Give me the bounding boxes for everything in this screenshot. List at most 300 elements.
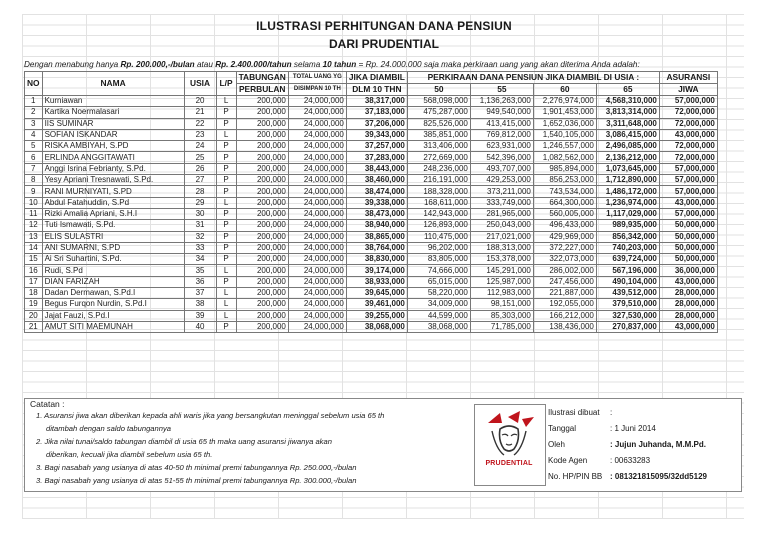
cell-usia-65: 1,117,029,000 [596,208,659,219]
cell-nama: ELIS SULASTRI [42,231,184,242]
header-jika-diambil: JIKA DIAMBIL [346,72,407,84]
cell-asuransi: 72,000,000 [659,107,717,118]
cell-usia-50: 475,287,000 [407,107,470,118]
cell-usia-60: 856,253,000 [533,175,596,186]
cell-usia-60: 372,227,000 [533,242,596,253]
cell-usia-50: 96,202,000 [407,242,470,253]
cell-usia: 32 [184,231,216,242]
cell-tabungan: 200,000 [236,220,288,231]
cell-usia-55: 429,253,000 [470,175,533,186]
cell-usia-60: 1,082,562,000 [533,152,596,163]
table-row [25,107,718,118]
cell-usia-55: 98,151,000 [470,299,533,310]
cell-nama: Ai Sri Suhartini, S.Pd. [42,254,184,265]
cell-usia-55: 413,415,000 [470,118,533,129]
cell-usia-55: 145,291,000 [470,265,533,276]
cell-jika-diambil: 39,343,000 [346,129,407,140]
cell-no: 3 [25,118,43,129]
cell-usia: 24 [184,141,216,152]
cell-asuransi: 28,000,000 [659,288,717,299]
cell-usia-50: 38,068,000 [407,321,470,332]
info-contact [548,472,707,481]
cell-usia-65: 490,104,000 [596,276,659,287]
info-value: : 081321815095/32dd5129 [610,472,707,481]
cell-asuransi: 43,000,000 [659,197,717,208]
cell-usia-55: 1,136,263,000 [470,96,533,107]
logo-wordmark: PRUDENTIAL [485,460,533,467]
cell-no: 5 [25,141,43,152]
cell-jika-diambil: 37,183,000 [346,107,407,118]
cell-usia-65: 639,724,000 [596,254,659,265]
cell-tabungan: 200,000 [236,208,288,219]
cell-lp: L [216,129,236,140]
cell-no: 17 [25,276,43,287]
header-usia-50: 50 [407,84,470,96]
cell-asuransi: 28,000,000 [659,310,717,321]
cell-usia-50: 44,599,000 [407,310,470,321]
cell-lp: P [216,186,236,197]
cell-no: 4 [25,129,43,140]
cell-total: 24,000,000 [288,118,346,129]
cell-usia-65: 1,073,645,000 [596,163,659,174]
cell-usia-60: 1,540,105,000 [533,129,596,140]
cell-usia: 30 [184,208,216,219]
cell-no: 20 [25,310,43,321]
cell-usia-60: 138,436,000 [533,321,596,332]
cell-usia: 27 [184,175,216,186]
cell-tabungan: 200,000 [236,231,288,242]
cell-usia: 31 [184,220,216,231]
cell-tabungan: 200,000 [236,96,288,107]
cell-no: 18 [25,288,43,299]
cell-jika-diambil: 37,206,000 [346,118,407,129]
cell-usia-65: 439,512,000 [596,288,659,299]
cell-total: 24,000,000 [288,299,346,310]
cell-usia-65: 270,837,000 [596,321,659,332]
cell-usia-60: 1,246,557,000 [533,141,596,152]
cell-usia-60: 286,002,000 [533,265,596,276]
cell-nama: Kurniawan [42,96,184,107]
cell-jika-diambil: 38,940,000 [346,220,407,231]
cell-usia-65: 379,510,000 [596,299,659,310]
table-row [25,197,718,208]
cell-lp: P [216,208,236,219]
cell-tabungan: 200,000 [236,254,288,265]
table-row [25,276,718,287]
cell-total: 24,000,000 [288,175,346,186]
cell-nama: Anggi Isrina Febrianty, S.Pd. [42,163,184,174]
cell-usia-50: 110,475,000 [407,231,470,242]
note-3b: 3. Bagi nasabah yang usianya di atas 51-55 th minimal premi tabungannya Rp. 300.000,-/bulan [36,476,357,485]
cell-lp: L [216,96,236,107]
header-disimpan: DISIMPAN 10 TH [288,84,346,96]
cell-total: 24,000,000 [288,186,346,197]
cell-tabungan: 200,000 [236,288,288,299]
cell-lp: P [216,321,236,332]
cell-total: 24,000,000 [288,242,346,253]
info-tanggal [548,424,656,433]
cell-usia: 29 [184,197,216,208]
header-lp: L/P [216,72,236,96]
cell-usia: 26 [184,163,216,174]
cell-usia-65: 989,935,000 [596,220,659,231]
cell-asuransi: 72,000,000 [659,118,717,129]
cell-total: 24,000,000 [288,129,346,140]
cell-jika-diambil: 38,830,000 [346,254,407,265]
cell-jika-diambil: 39,338,000 [346,197,407,208]
cell-jika-diambil: 38,068,000 [346,321,407,332]
table-row [25,163,718,174]
cell-usia-65: 4,568,310,000 [596,96,659,107]
cell-usia-55: 71,785,000 [470,321,533,332]
cell-total: 24,000,000 [288,197,346,208]
cell-usia-50: 58,220,000 [407,288,470,299]
cell-jika-diambil: 39,461,000 [346,299,407,310]
cell-nama: RANI MURNIYATI, S.PD [42,186,184,197]
cell-usia-60: 496,433,000 [533,220,596,231]
cell-total: 24,000,000 [288,163,346,174]
cell-lp: P [216,175,236,186]
cell-nama: ANI SUMARNI, S.PD [42,242,184,253]
cell-lp: P [216,107,236,118]
cell-nama: SOFIAN ISKANDAR [42,129,184,140]
cell-no: 13 [25,231,43,242]
cell-jika-diambil: 39,255,000 [346,310,407,321]
header-usia-55: 55 [470,84,533,96]
cell-asuransi: 50,000,000 [659,220,717,231]
intro-part: = Rp. 24.000.000 saja maka perkiraan uang yang akan diterima Anda adalah: [356,60,640,69]
cell-usia-55: 542,396,000 [470,152,533,163]
cell-usia-65: 2,496,085,000 [596,141,659,152]
cell-tabungan: 200,000 [236,118,288,129]
cell-usia-55: 217,021,000 [470,231,533,242]
cell-asuransi: 50,000,000 [659,231,717,242]
cell-usia-60: 192,055,000 [533,299,596,310]
cell-nama: Abdul Fatahuddin, S.Pd [42,197,184,208]
cell-total: 24,000,000 [288,107,346,118]
cell-usia-60: 560,005,000 [533,208,596,219]
header-usia: USIA [184,72,216,96]
cell-tabungan: 200,000 [236,299,288,310]
table-row [25,321,718,332]
info-value: : 1 Juni 2014 [610,424,656,433]
header-usia-65: 65 [596,84,659,96]
table-row [25,208,718,219]
cell-usia-65: 1,236,974,000 [596,197,659,208]
info-value: : Jujun Juhanda, M.M.Pd. [610,440,706,449]
cell-tabungan: 200,000 [236,321,288,332]
cell-total: 24,000,000 [288,276,346,287]
cell-asuransi: 72,000,000 [659,141,717,152]
cell-total: 24,000,000 [288,220,346,231]
cell-tabungan: 200,000 [236,163,288,174]
cell-no: 1 [25,96,43,107]
cell-usia-50: 313,406,000 [407,141,470,152]
cell-nama: Jajat Fauzi, S.Pd.I [42,310,184,321]
cell-usia: 22 [184,118,216,129]
cell-total: 24,000,000 [288,141,346,152]
cell-usia-65: 3,311,648,000 [596,118,659,129]
header-no: NO [25,72,43,96]
header-total: TOTAL UANG YG [288,72,346,84]
cell-tabungan: 200,000 [236,242,288,253]
cell-jika-diambil: 38,460,000 [346,175,407,186]
cell-nama: Yesy Apriani Tresnawati, S.Pd. [42,175,184,186]
table-row [25,186,718,197]
intro-duration: 10 tahun [322,60,357,69]
cell-no: 15 [25,254,43,265]
cell-nama: Tuti Ismawati, S.Pd. [42,220,184,231]
cell-nama: Rudi, S.Pd [42,265,184,276]
cell-total: 24,000,000 [288,208,346,219]
cell-no: 14 [25,242,43,253]
cell-usia-65: 1,712,890,000 [596,175,659,186]
cell-no: 6 [25,152,43,163]
cell-no: 12 [25,220,43,231]
cell-nama: RISKA AMBIYAH, S.PD [42,141,184,152]
cell-jika-diambil: 38,474,000 [346,186,407,197]
cell-lp: L [216,288,236,299]
cell-total: 24,000,000 [288,231,346,242]
header-dlm-10-thn: DLM 10 THN [346,84,407,96]
cell-asuransi: 57,000,000 [659,208,717,219]
cell-usia-55: 333,749,000 [470,197,533,208]
cell-usia: 36 [184,276,216,287]
cell-usia-65: 3,086,415,000 [596,129,659,140]
cell-tabungan: 200,000 [236,265,288,276]
cell-usia: 21 [184,107,216,118]
cell-usia-65: 740,203,000 [596,242,659,253]
cell-jika-diambil: 39,645,000 [346,288,407,299]
cell-asuransi: 72,000,000 [659,152,717,163]
cell-jika-diambil: 38,865,000 [346,231,407,242]
title-line-2: DARI PRUDENTIAL [329,37,439,51]
cell-no: 11 [25,208,43,219]
table-row [25,231,718,242]
header-jiwa: JIWA [659,84,717,96]
cell-nama: Begus Furqon Nurdin, S.Pd.I [42,299,184,310]
header-perbulan: PERBULAN [236,84,288,96]
cell-asuransi: 57,000,000 [659,163,717,174]
cell-usia-55: 281,965,000 [470,208,533,219]
cell-no: 7 [25,163,43,174]
cell-lp: P [216,220,236,231]
table-row [25,152,718,163]
header-perkiraan: PERKIRAAN DANA PENSIUN JIKA DIAMBIL DI USIA : [407,72,659,84]
cell-no: 19 [25,299,43,310]
cell-lp: P [216,152,236,163]
cell-usia-65: 567,196,000 [596,265,659,276]
cell-total: 24,000,000 [288,310,346,321]
cell-usia-50: 216,191,000 [407,175,470,186]
cell-usia-50: 248,236,000 [407,163,470,174]
cell-usia-50: 825,526,000 [407,118,470,129]
cell-usia-55: 949,540,000 [470,107,533,118]
cell-usia-55: 112,983,000 [470,288,533,299]
cell-usia-50: 74,666,000 [407,265,470,276]
cell-usia: 34 [184,254,216,265]
cell-usia-55: 493,707,000 [470,163,533,174]
cell-asuransi: 36,000,000 [659,265,717,276]
table-row [25,175,718,186]
cell-total: 24,000,000 [288,265,346,276]
cell-tabungan: 200,000 [236,141,288,152]
cell-lp: P [216,242,236,253]
cell-tabungan: 200,000 [236,152,288,163]
cell-usia-60: 429,969,000 [533,231,596,242]
cell-usia-50: 168,611,000 [407,197,470,208]
table-row [25,288,718,299]
info-kode-agen [548,456,650,465]
cell-tabungan: 200,000 [236,186,288,197]
table-row [25,220,718,231]
cell-usia-50: 568,098,000 [407,96,470,107]
table-row [25,265,718,276]
note-1-continued: ditambah dengan saldo tabungannya [46,424,171,433]
intro-monthly-amount: Rp. 200.000,-/bulan [120,60,195,69]
cell-lp: P [216,118,236,129]
cell-nama: IIS SUMINAR [42,118,184,129]
cell-usia-50: 385,851,000 [407,129,470,140]
table-row [25,96,718,107]
info-value: : [610,408,613,417]
table-row [25,299,718,310]
cell-asuransi: 43,000,000 [659,276,717,287]
cell-usia: 28 [184,186,216,197]
cell-tabungan: 200,000 [236,175,288,186]
table-row [25,254,718,265]
cell-total: 24,000,000 [288,254,346,265]
cell-usia-65: 856,342,000 [596,231,659,242]
cell-usia-55: 85,303,000 [470,310,533,321]
cell-usia-65: 2,136,212,000 [596,152,659,163]
cell-asuransi: 57,000,000 [659,175,717,186]
cell-usia-55: 623,931,000 [470,141,533,152]
cell-lp: P [216,163,236,174]
cell-jika-diambil: 38,933,000 [346,276,407,287]
cell-usia-50: 34,009,000 [407,299,470,310]
cell-asuransi: 43,000,000 [659,321,717,332]
cell-usia: 23 [184,129,216,140]
cell-total: 24,000,000 [288,152,346,163]
cell-usia-50: 188,328,000 [407,186,470,197]
info-value: : 00633283 [610,456,651,465]
cell-usia-65: 1,486,172,000 [596,186,659,197]
cell-lp: L [216,299,236,310]
cell-no: 16 [25,265,43,276]
cell-lp: L [216,265,236,276]
cell-tabungan: 200,000 [236,310,288,321]
cell-usia-60: 322,073,000 [533,254,596,265]
cell-usia-65: 3,813,314,000 [596,107,659,118]
cell-jika-diambil: 37,257,000 [346,141,407,152]
cell-total: 24,000,000 [288,288,346,299]
cell-usia: 40 [184,321,216,332]
cell-tabungan: 200,000 [236,129,288,140]
note-3a: 3. Bagi nasabah yang usianya di atas 40-50 th minimal premi tabungannya Rp. 250.000,-/bulan [36,463,357,472]
info-label: Kode Agen [548,456,588,465]
cell-lp: P [216,141,236,152]
cell-total: 24,000,000 [288,96,346,107]
note-1: 1. Asuransi jiwa akan diberikan kepada ahli waris jika yang bersangkutan meninggal sebelum usia 65 th [36,411,385,420]
info-ilustrasi [548,408,612,417]
table-row [25,242,718,253]
cell-jika-diambil: 38,473,000 [346,208,407,219]
cell-usia: 38 [184,299,216,310]
cell-no: 2 [25,107,43,118]
cell-usia: 20 [184,96,216,107]
cell-no: 8 [25,175,43,186]
intro-part: Dengan menabung hanya [24,60,121,69]
cell-usia-50: 142,943,000 [407,208,470,219]
cell-jika-diambil: 37,283,000 [346,152,407,163]
cell-lp: P [216,254,236,265]
cell-nama: ERLINDA ANGGITAWATI [42,152,184,163]
cell-usia: 33 [184,242,216,253]
cell-nama: Dadan Dermawan, S.Pd.I [42,288,184,299]
cell-usia-55: 125,987,000 [470,276,533,287]
cell-usia-60: 1,901,453,000 [533,107,596,118]
title-line-1: ILUSTRASI PERHITUNGAN DANA PENSIUN [256,19,512,33]
cell-usia-65: 327,530,000 [596,310,659,321]
cell-usia: 37 [184,288,216,299]
cell-nama: Kartika Noermalasari [42,107,184,118]
cell-asuransi: 57,000,000 [659,186,717,197]
cell-asuransi: 43,000,000 [659,129,717,140]
cell-usia-55: 188,313,000 [470,242,533,253]
cell-no: 9 [25,186,43,197]
cell-usia-50: 126,893,000 [407,220,470,231]
note-2: 2. Jika nilai tunai/saldo tabungan diambil di usia 65 th maka uang asuransi jiwanya akan [36,437,332,446]
header-asuransi: ASURANSI [659,72,717,84]
info-label: Tanggal [548,424,577,433]
cell-usia-60: 664,300,000 [533,197,596,208]
notes-heading: Catatan : [30,399,65,409]
cell-nama: DIAN FARIZAH [42,276,184,287]
cell-jika-diambil: 39,174,000 [346,265,407,276]
cell-tabungan: 200,000 [236,197,288,208]
cell-usia-60: 743,534,000 [533,186,596,197]
cell-lp: L [216,310,236,321]
cell-lp: P [216,231,236,242]
note-2-continued: diberikan, kecuali jika diambil sebelum usia 65 th. [46,450,213,459]
cell-total: 24,000,000 [288,321,346,332]
cell-asuransi: 50,000,000 [659,254,717,265]
header-nama: NAMA [42,72,184,96]
cell-usia-55: 373,211,000 [470,186,533,197]
cell-usia-60: 221,887,000 [533,288,596,299]
info-label: No. HP/PIN BB [548,472,603,481]
table-row [25,310,718,321]
cell-nama: AMUT SITI MAEMUNAH [42,321,184,332]
cell-asuransi: 28,000,000 [659,299,717,310]
cell-tabungan: 200,000 [236,107,288,118]
cell-lp: L [216,197,236,208]
cell-asuransi: 50,000,000 [659,242,717,253]
info-label: Ilustrasi dibuat [548,408,600,417]
cell-usia-60: 166,212,000 [533,310,596,321]
table-row [25,141,718,152]
cell-usia: 25 [184,152,216,163]
cell-usia-60: 1,652,036,000 [533,118,596,129]
cell-usia-50: 65,015,000 [407,276,470,287]
cell-no: 21 [25,321,43,332]
cell-asuransi: 57,000,000 [659,96,717,107]
table-row [25,129,718,140]
cell-tabungan: 200,000 [236,276,288,287]
cell-nama: Rizki Amalia Apriani, S.H.I [42,208,184,219]
intro-text [24,60,740,69]
